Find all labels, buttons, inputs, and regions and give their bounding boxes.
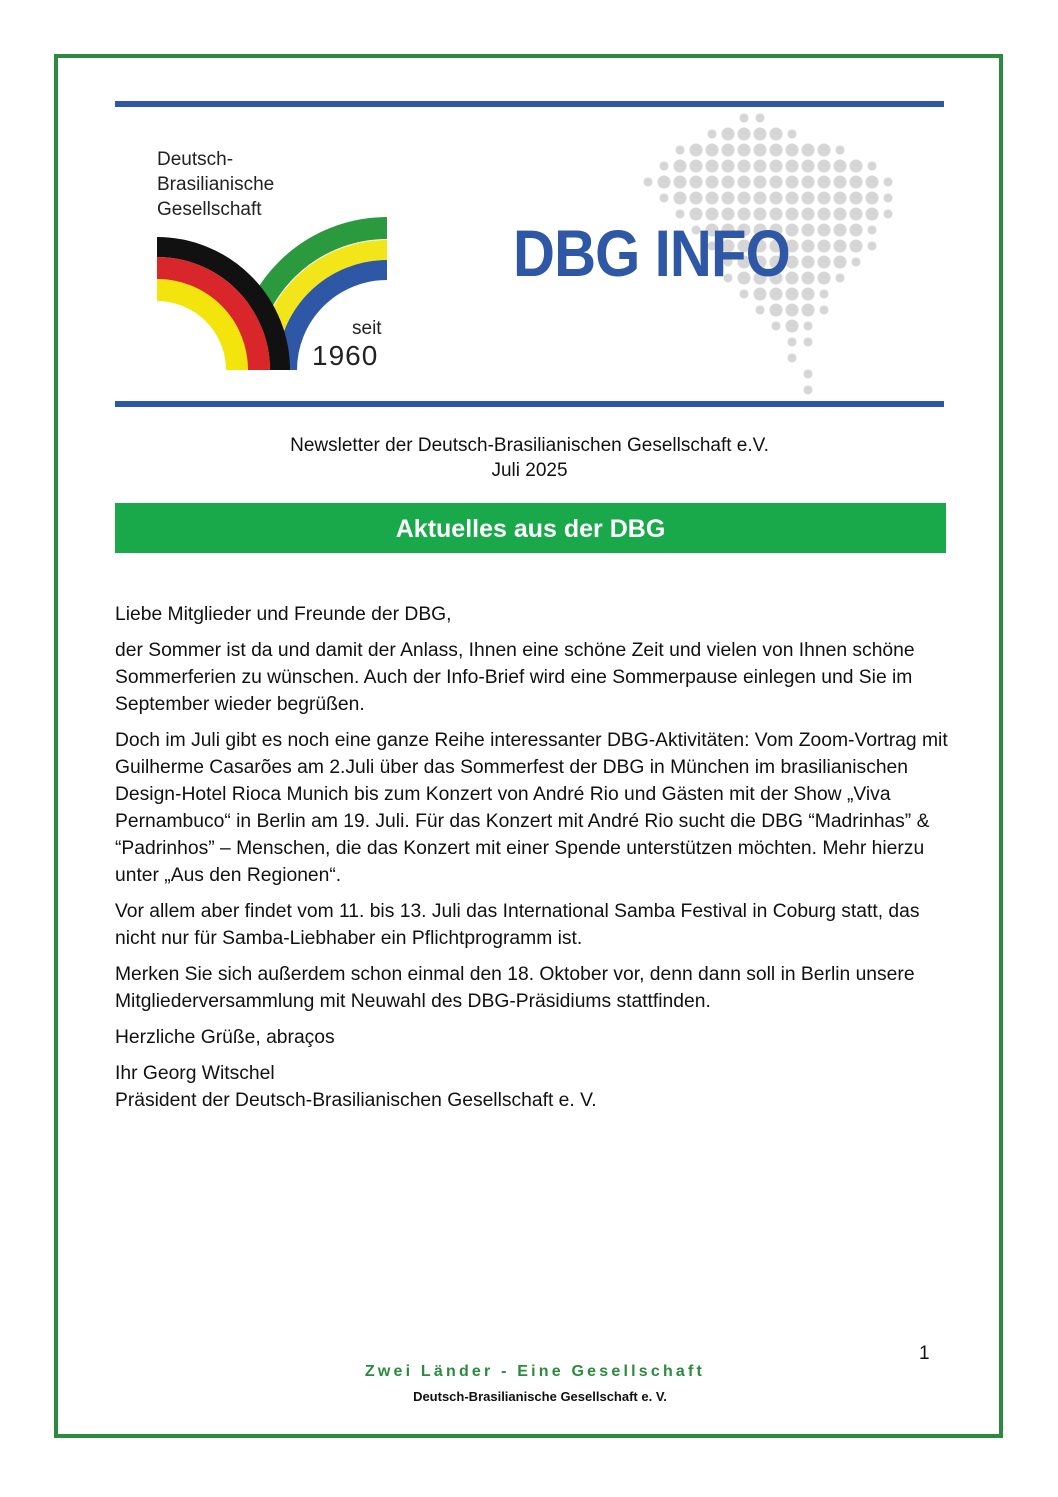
letter-body <box>115 601 950 1114</box>
letter-paragraph: Doch im Juli gibt es noch eine ganze Reihe interessanter DBG-Aktivitäten: Vom Zoom-Vortrag mit Guilherme Casarões am 2.Juli über das Sommerfest der DBG in München im brasilianischen Design-Hotel Rioca Munich bis zum Konzert von André Rio und Gästen mit der Show „Viva Pernambuco“ in Berlin am 19. Juli. Für das Konzert mit André Rio sucht die DBG “Madrinhas” & “Padrinhos” – Menschen, die das Konzert mit einer Spende unterstützen möchten. Mehr hierzu unter „Aus den Regionen“. <box>115 730 948 886</box>
letter-closing: Herzliche Grüße, abraços <box>115 1027 335 1048</box>
footer-slogan: Zwei Länder - Eine Gesellschaft <box>364 1363 706 1380</box>
section-heading: Aktuelles aus der DBG <box>115 503 946 553</box>
logo-line-1: Deutsch- <box>157 149 234 170</box>
header-rule-bottom <box>115 401 944 407</box>
letter-salutation: Liebe Mitglieder und Freunde der DBG, <box>115 604 452 625</box>
header-rule-top <box>115 101 944 107</box>
signature-title: Präsident der Deutsch-Brasilianischen Gesellschaft e. V. <box>115 1090 597 1111</box>
letter-paragraph: Vor allem aber findet vom 11. bis 13. Juli das International Samba Festival in Coburg statt, das nicht nur für Samba-Liebhaber ein Pflichtprogramm ist. <box>115 901 920 949</box>
letter-signature <box>115 1060 950 1114</box>
logo-seit: seit <box>352 318 382 339</box>
logo-year: 1960 <box>312 340 379 371</box>
letter-paragraph: Merken Sie sich außerdem schon einmal den 18. Oktober vor, denn dann soll in Berlin unsere Mitgliederversammlung mit Neuwahl des DBG-Präsidiums stattfinden. <box>115 964 915 1012</box>
logo-line-2: Brasilianische <box>157 174 275 195</box>
page-number: 1 <box>919 1343 930 1364</box>
newsletter-subtitle: Newsletter der Deutsch-Brasilianischen Gesellschaft e.V. <box>290 435 769 456</box>
logo-line-3: Gesellschaft <box>157 199 262 220</box>
signature-name: Ihr Georg Witschel <box>115 1063 275 1084</box>
newsletter-date: Juli 2025 <box>491 460 568 481</box>
footer-org: Deutsch-Brasilianische Gesellschaft e. V. <box>413 1389 667 1404</box>
newsletter-title: DBG INFO <box>513 216 790 290</box>
letter-paragraph: der Sommer ist da und damit der Anlass, Ihnen eine schöne Zeit und vielen von Ihnen schöne Sommerferien zu wünschen. Auch der Info-Brief wird eine Sommerpause einlegen und Sie im September wieder begrüßen. <box>115 640 915 715</box>
